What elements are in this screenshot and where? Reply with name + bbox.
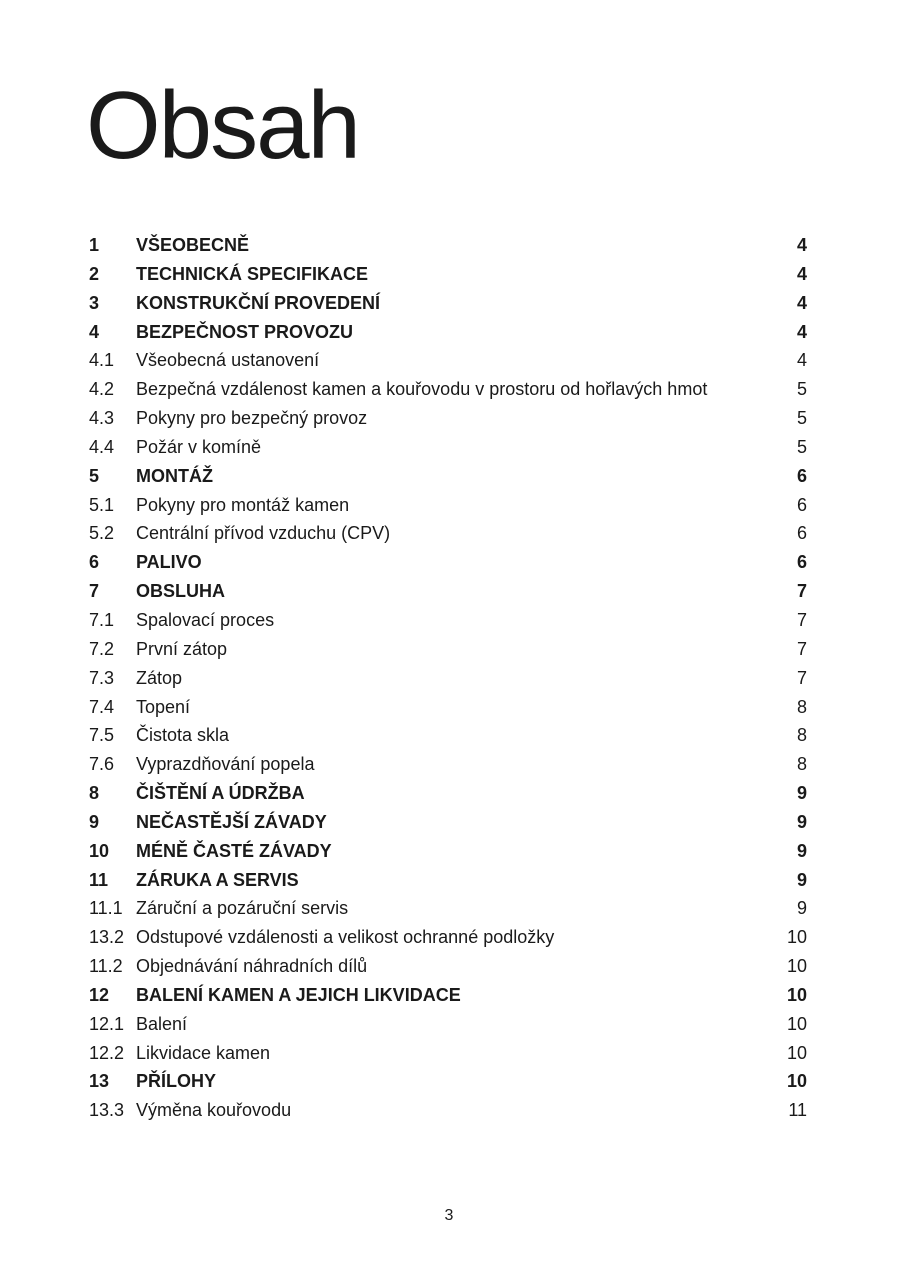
toc-entry[interactable]	[89, 231, 807, 260]
toc-entry[interactable]	[89, 923, 807, 952]
toc-entry-number: 12	[89, 984, 110, 1005]
toc-entry[interactable]	[89, 519, 807, 548]
toc-entry-number: 4.2	[89, 379, 115, 400]
toc-entry[interactable]	[89, 375, 807, 404]
toc-entry-page: 9	[796, 869, 807, 890]
toc-entry-page: 5	[796, 379, 807, 400]
toc-entry-number: 12.2	[89, 1042, 125, 1063]
toc-entry-title: Balení	[136, 1013, 188, 1034]
toc-entry-title: Záruční a pozáruční servis	[136, 898, 349, 919]
toc-entry-page: 8	[796, 696, 807, 717]
toc-entry[interactable]	[89, 318, 807, 347]
toc-entry-number: 9	[89, 811, 100, 832]
page-title: Obsah	[86, 72, 359, 179]
toc-entry-number: 5	[89, 465, 100, 486]
toc-entry[interactable]	[89, 606, 807, 635]
toc-entry-title: KONSTRUKČNÍ PROVEDENÍ	[136, 292, 381, 313]
toc-entry[interactable]	[89, 462, 807, 491]
toc-entry-page: 4	[796, 263, 807, 284]
toc-entry-page: 10	[786, 1042, 807, 1063]
toc-entry-number: 4	[89, 321, 100, 342]
toc-entry-page: 6	[796, 494, 807, 515]
toc-entry-page: 7	[796, 609, 807, 630]
toc-entry-number: 13	[89, 1071, 110, 1092]
toc-entry-title: MÉNĚ ČASTÉ ZÁVADY	[136, 840, 332, 861]
toc-entry[interactable]	[89, 289, 807, 318]
toc-entry-number: 10	[89, 840, 110, 861]
toc-entry[interactable]	[89, 577, 807, 606]
toc-entry[interactable]	[89, 548, 807, 577]
toc-entry-title: Vyprazdňování popela	[136, 754, 315, 775]
toc-entry[interactable]	[89, 808, 807, 837]
toc-entry-number: 7.5	[89, 725, 115, 746]
toc-entry-number: 5.2	[89, 523, 115, 544]
toc-entry-number: 4.4	[89, 436, 115, 457]
toc-entry-page: 4	[796, 350, 807, 371]
toc-entry-page: 9	[796, 811, 807, 832]
toc-entry-page: 11	[788, 1100, 807, 1121]
toc-entry-page: 4	[796, 321, 807, 342]
toc-entry[interactable]	[89, 1067, 807, 1096]
toc-entry[interactable]	[89, 346, 807, 375]
toc-entry-number: 8	[89, 783, 100, 804]
toc-entry[interactable]	[89, 981, 807, 1010]
page-number: 3	[444, 1207, 454, 1224]
toc-entry-page: 4	[796, 292, 807, 313]
toc-entry-number: 13.3	[89, 1100, 125, 1121]
toc-entry-page: 7	[796, 638, 807, 659]
toc-entry-page: 9	[796, 840, 807, 861]
toc-entry-title: OBSLUHA	[136, 581, 225, 602]
toc-entry-title: Čistota skla	[136, 725, 230, 746]
toc-entry-title: ČIŠTĚNÍ A ÚDRŽBA	[136, 783, 305, 804]
toc-entry-number: 7.6	[89, 754, 115, 775]
toc-entry-page: 10	[786, 984, 807, 1005]
toc-entry-title: Zátop	[136, 667, 183, 688]
toc-entry-page: 10	[786, 956, 807, 977]
toc-entry-number: 3	[89, 292, 100, 313]
toc-entry-number: 6	[89, 552, 100, 573]
toc-entry-number: 11.2	[89, 956, 123, 977]
toc-entry-number: 11.1	[89, 898, 123, 919]
toc-entry-page: 6	[796, 523, 807, 544]
toc-entry-page: 6	[796, 465, 807, 486]
toc-entry[interactable]	[89, 866, 807, 895]
toc-entry[interactable]	[89, 894, 807, 923]
toc-entry[interactable]	[89, 664, 807, 693]
toc-entry-title: ZÁRUKA A SERVIS	[136, 869, 299, 890]
toc-entry-page: 8	[796, 754, 807, 775]
toc-entry-page: 7	[796, 667, 807, 688]
toc-entry-page: 9	[796, 898, 807, 919]
toc-entry[interactable]	[89, 404, 807, 433]
toc-entry-page: 10	[786, 1071, 807, 1092]
toc-entry-title: BEZPEČNOST PROVOZU	[136, 321, 354, 342]
toc-entry[interactable]	[89, 779, 807, 808]
toc-entry-number: 7.1	[89, 609, 115, 630]
toc-entry[interactable]	[89, 1010, 807, 1039]
toc-entry[interactable]	[89, 1039, 807, 1068]
toc-entry-title: VŠEOBECNĚ	[136, 235, 250, 255]
toc-entry[interactable]	[89, 433, 807, 462]
table-of-contents	[89, 231, 807, 1125]
toc-entry-title: Všeobecná ustanovení	[136, 350, 320, 371]
toc-entry-title: Topení	[136, 696, 191, 717]
toc-entry-title: Spalovací proces	[136, 609, 275, 630]
toc-entry-title: Odstupové vzdálenosti a velikost ochranné podložky	[136, 927, 555, 948]
toc-entry-page: 10	[786, 1013, 807, 1034]
toc-entry-title: Pokyny pro bezpečný provoz	[136, 408, 368, 429]
toc-entry[interactable]	[89, 260, 807, 289]
toc-entry-number: 13.2	[89, 927, 125, 948]
toc-entry-number: 7.2	[89, 638, 115, 659]
toc-entry-page: 8	[796, 725, 807, 746]
toc-entry-title: Pokyny pro montáž kamen	[136, 494, 350, 515]
toc-entry-title: Bezpečná vzdálenost kamen a kouřovodu v prostoru od hořlavých hmot	[136, 379, 708, 400]
toc-entry[interactable]	[89, 837, 807, 866]
toc-entry-title: Likvidace kamen	[136, 1042, 271, 1063]
toc-entry-number: 11	[89, 869, 109, 890]
toc-entry[interactable]	[89, 750, 807, 779]
toc-entry-title: PALIVO	[136, 552, 202, 573]
toc-entry-title: První zátop	[136, 638, 228, 659]
toc-entry-number: 4.3	[89, 408, 115, 429]
toc-entry-number: 2	[89, 263, 100, 284]
toc-entry-number: 7.4	[89, 696, 115, 717]
toc-entry[interactable]	[89, 635, 807, 664]
toc-entry-number: 7	[89, 581, 100, 602]
toc-entry[interactable]	[89, 491, 807, 520]
toc-entry-number: 7.3	[89, 667, 115, 688]
toc-entry-title: Objednávání náhradních dílů	[136, 956, 368, 977]
toc-entry[interactable]	[89, 1096, 807, 1125]
toc-entry-title: TECHNICKÁ SPECIFIKACE	[136, 263, 369, 284]
toc-entry-number: 4.1	[89, 350, 115, 371]
toc-entry[interactable]	[89, 693, 807, 722]
toc-entry-title: NEČASTĚJŠÍ ZÁVADY	[136, 811, 327, 832]
toc-entry-title: MONTÁŽ	[136, 465, 213, 486]
toc-entry-page: 9	[796, 783, 807, 804]
toc-entry[interactable]	[89, 952, 807, 981]
toc-entry-number: 1	[89, 235, 100, 255]
toc-entry-page: 4	[796, 235, 807, 255]
toc-entry-title: PŘÍLOHY	[136, 1071, 217, 1092]
toc-entry-page: 5	[796, 408, 807, 429]
toc-entry-page: 7	[796, 581, 807, 602]
toc-entry-number: 12.1	[89, 1013, 125, 1034]
toc-entry-title: BALENÍ KAMEN A JEJICH LIKVIDACE	[136, 984, 461, 1005]
toc-entry-number: 5.1	[89, 494, 115, 515]
toc-entry-page: 10	[786, 927, 807, 948]
toc-entry-title: Požár v komíně	[136, 436, 262, 457]
toc-entry-title: Výměna kouřovodu	[136, 1100, 292, 1121]
toc-entry-page: 5	[796, 436, 807, 457]
toc-entry[interactable]	[89, 721, 807, 750]
toc-entry-title: Centrální přívod vzduchu (CPV)	[136, 523, 391, 544]
toc-entry-page: 6	[796, 552, 807, 573]
